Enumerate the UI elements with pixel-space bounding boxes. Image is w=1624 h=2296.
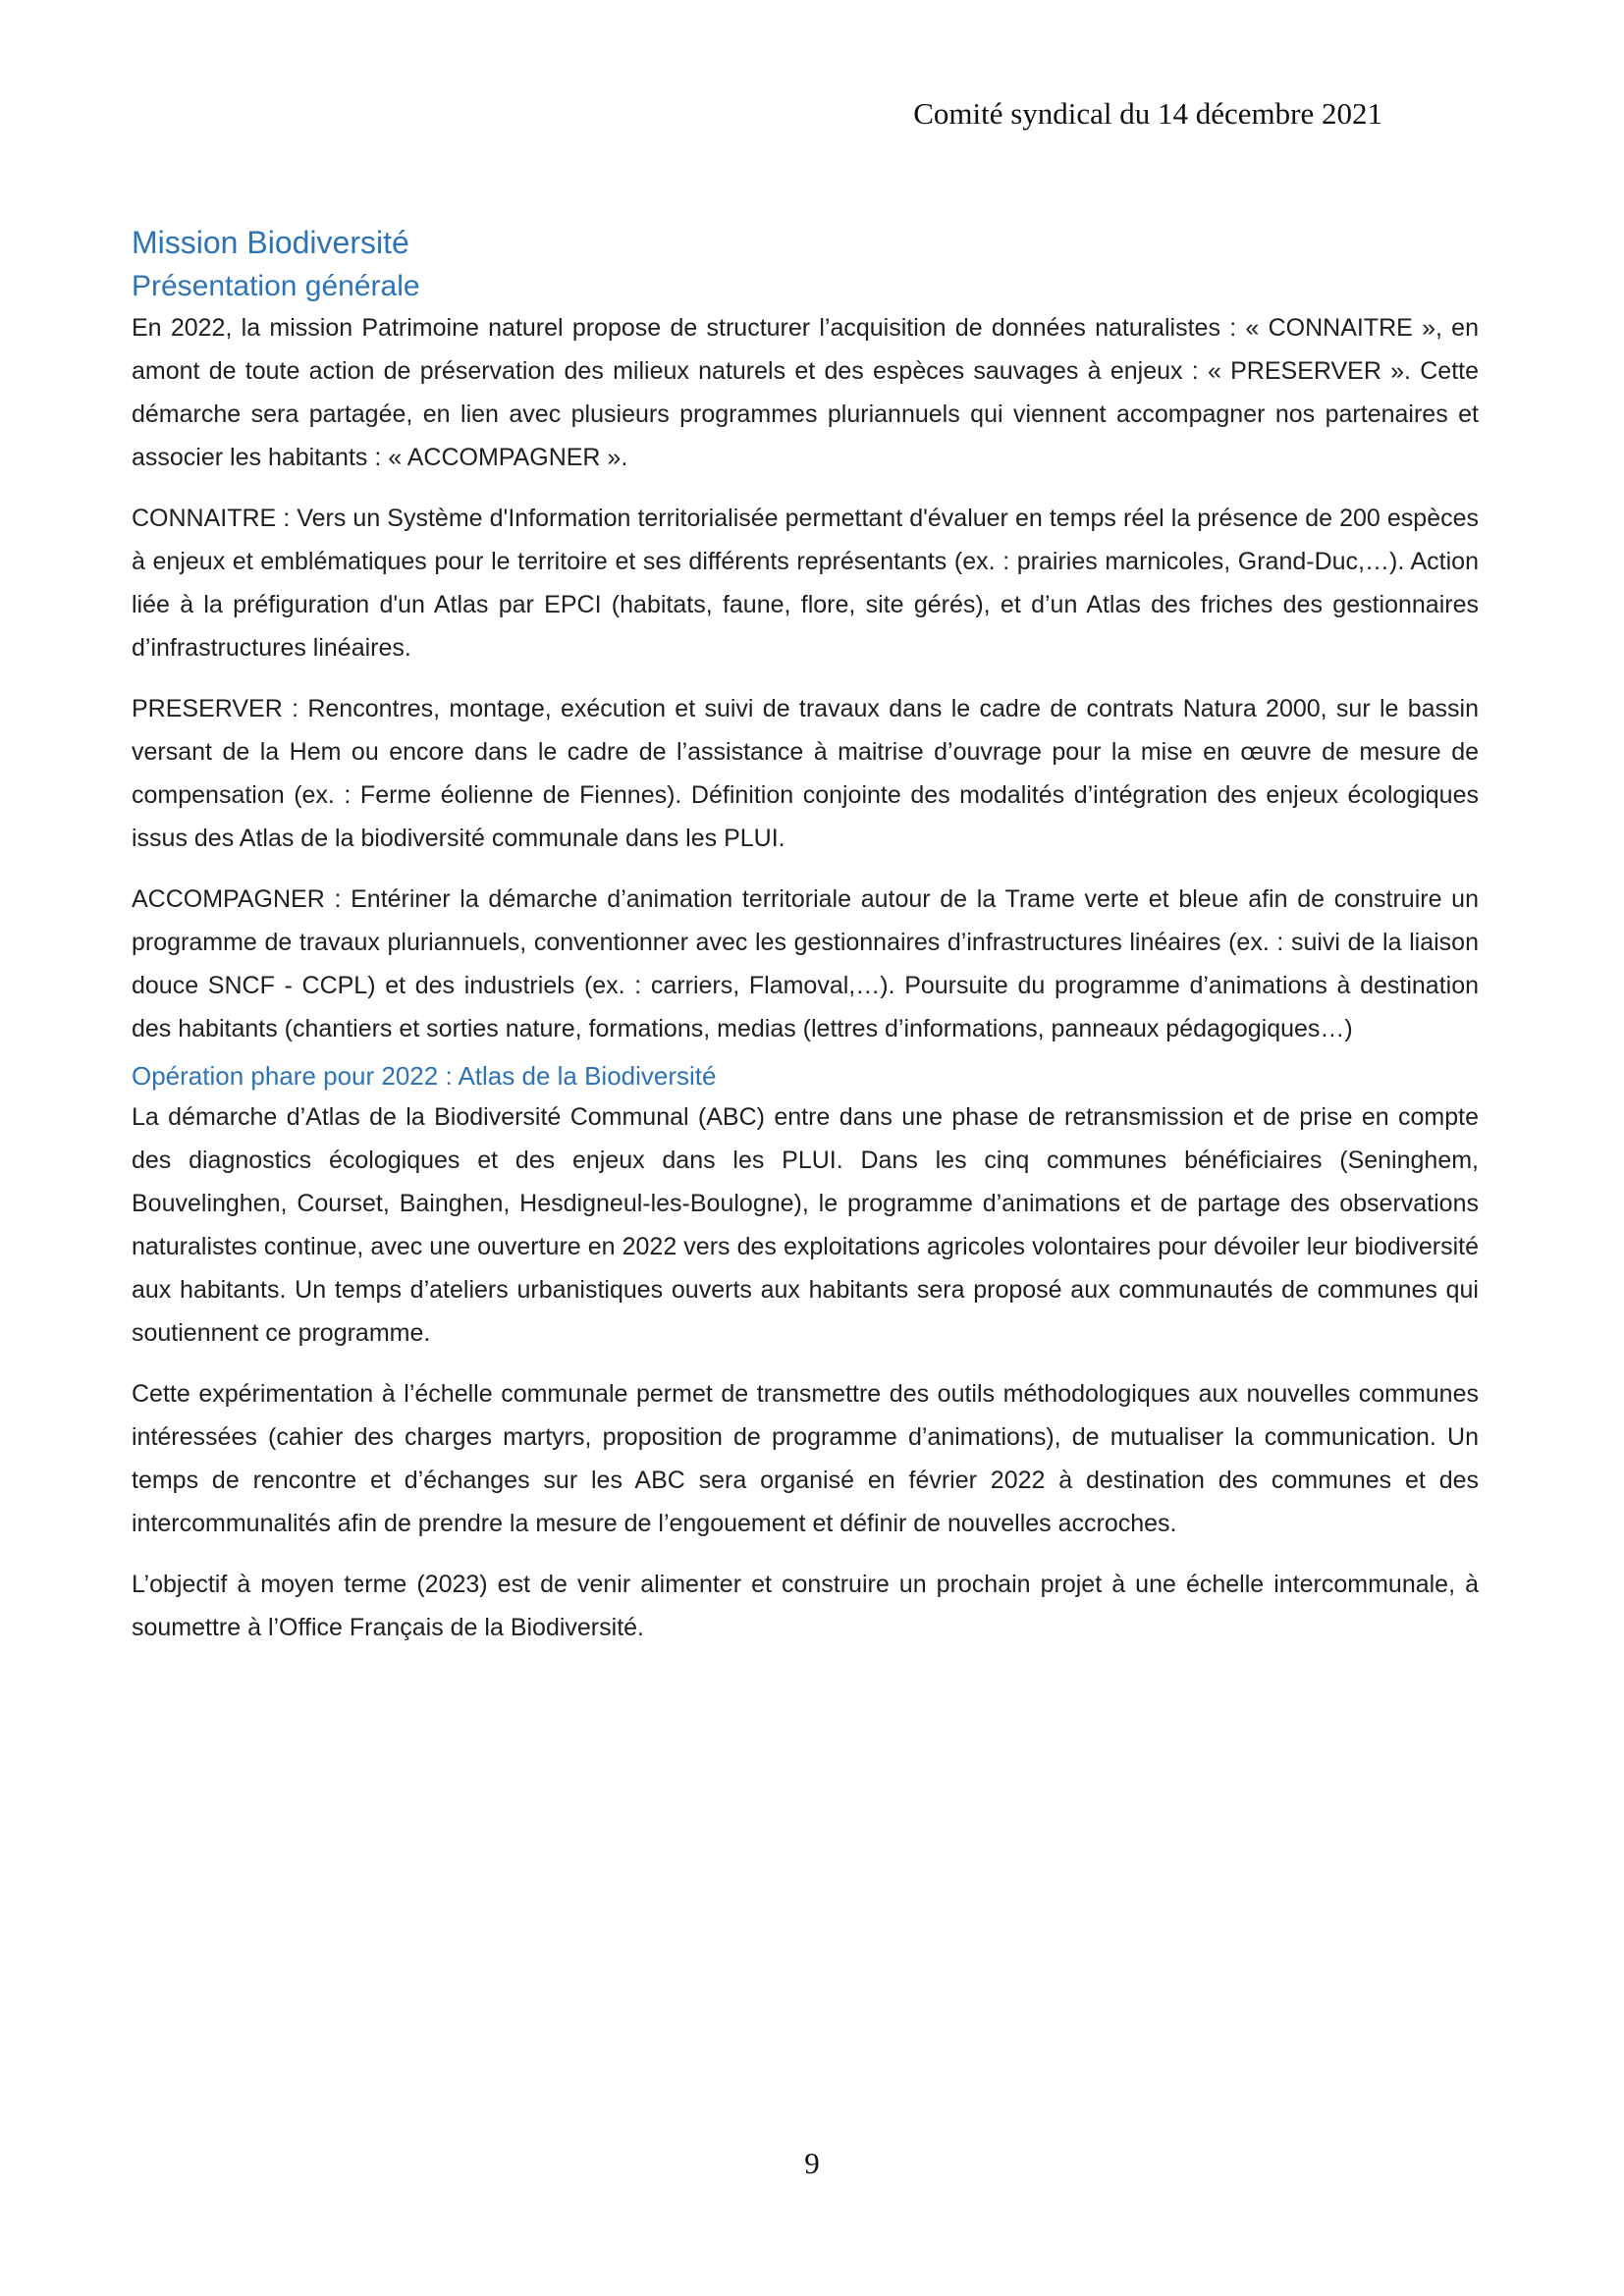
section-subtitle: Présentation générale	[132, 270, 420, 302]
page-number: 9	[804, 2146, 820, 2180]
paragraph-abc: La démarche d’Atlas de la Biodiversité Communal (ABC) entre dans une phase de retransmission et de prise en compte des diagnostics écologiques et des enjeux dans les PLUI. Dans les cinq communes bénéficiaires (Seninghem, Bouvelinghen, Courset, Bainghen, Hesdigneul-les-Boulogne), le programme d’animations et de partage des observations naturalistes continue, avec une ouverture en 2022 vers des exploitations agricoles volontaires pour dévoiler leur biodiversité aux habitants. Un temps d’ateliers urbanistiques ouverts aux habitants sera proposé aux communautés de communes qui soutiennent ce programme.	[132, 1103, 1479, 1347]
document-header: Comité syndical du 14 décembre 2021	[913, 96, 1382, 131]
paragraph-preserver: PRESERVER : Rencontres, montage, exécution et suivi de travaux dans le cadre de contrats Natura 2000, sur le bassin versant de la Hem ou encore dans le cadre de l’assistance à maitrise d’ouvrage pour la mise en œuvre de mesure de compensation (ex. : Ferme éolienne de Fiennes). Définition conjointe des modalités d’intégration des enjeux écologiques issus des Atlas de la biodiversité communale dans les PLUI.	[132, 695, 1479, 852]
paragraph-accompagner: ACCOMPAGNER : Entériner la démarche d’animation territoriale autour de la Trame verte et bleue afin de construire un programme de travaux pluriannuels, conventionner avec les gestionnaires d’infrastructures linéaires (ex. : suivi de la liaison douce SNCF - CCPL) et des industriels (ex. : carriers, Flamoval,…). Poursuite du programme d’animations à destination des habitants (chantiers et sorties nature, formations, medias (lettres d’informations, panneaux pédagogiques…)	[132, 885, 1479, 1042]
section-title: Mission Biodiversité	[132, 225, 409, 260]
paragraph-intro: En 2022, la mission Patrimoine naturel propose de structurer l’acquisition de données naturalistes : « CONNAITRE », en amont de toute action de préservation des milieux naturels et des espèces sauvages à enjeux : « PRESERVER ». Cette démarche sera partagée, en lien avec plusieurs programmes pluriannuels qui viennent accompagner nos partenaires et associer les habitants : « ACCOMPAGNER ».	[132, 314, 1479, 471]
page-content	[132, 222, 1479, 1669]
operation-title: Opération phare pour 2022 : Atlas de la Biodiversité	[132, 1061, 717, 1091]
paragraph-connaitre: CONNAITRE : Vers un Système d'Information territorialisée permettant d'évaluer en temps réel la présence de 200 espèces à enjeux et emblématiques pour le territoire et ses différents représentants (ex. : prairies marnicoles, Grand-Duc,…). Action liée à la préfiguration d'un Atlas par EPCI (habitats, faune, flore, site gérés), et d’un Atlas des friches des gestionnaires d’infrastructures linéaires.	[132, 505, 1479, 662]
paragraph-experimentation: Cette expérimentation à l’échelle communale permet de transmettre des outils méthodologiques aux nouvelles communes intéressées (cahier des charges martyrs, proposition de programme d’animations), de mutualiser la communication. Un temps de rencontre et d’échanges sur les ABC sera organisé en février 2022 à destination des communes et des intercommunalités afin de prendre la mesure de l’engouement et définir de nouvelles accroches.	[132, 1380, 1479, 1537]
paragraph-objectif: L’objectif à moyen terme (2023) est de venir alimenter et construire un prochain projet à une échelle intercommunale, à soumettre à l’Office Français de la Biodiversité.	[132, 1571, 1479, 1641]
